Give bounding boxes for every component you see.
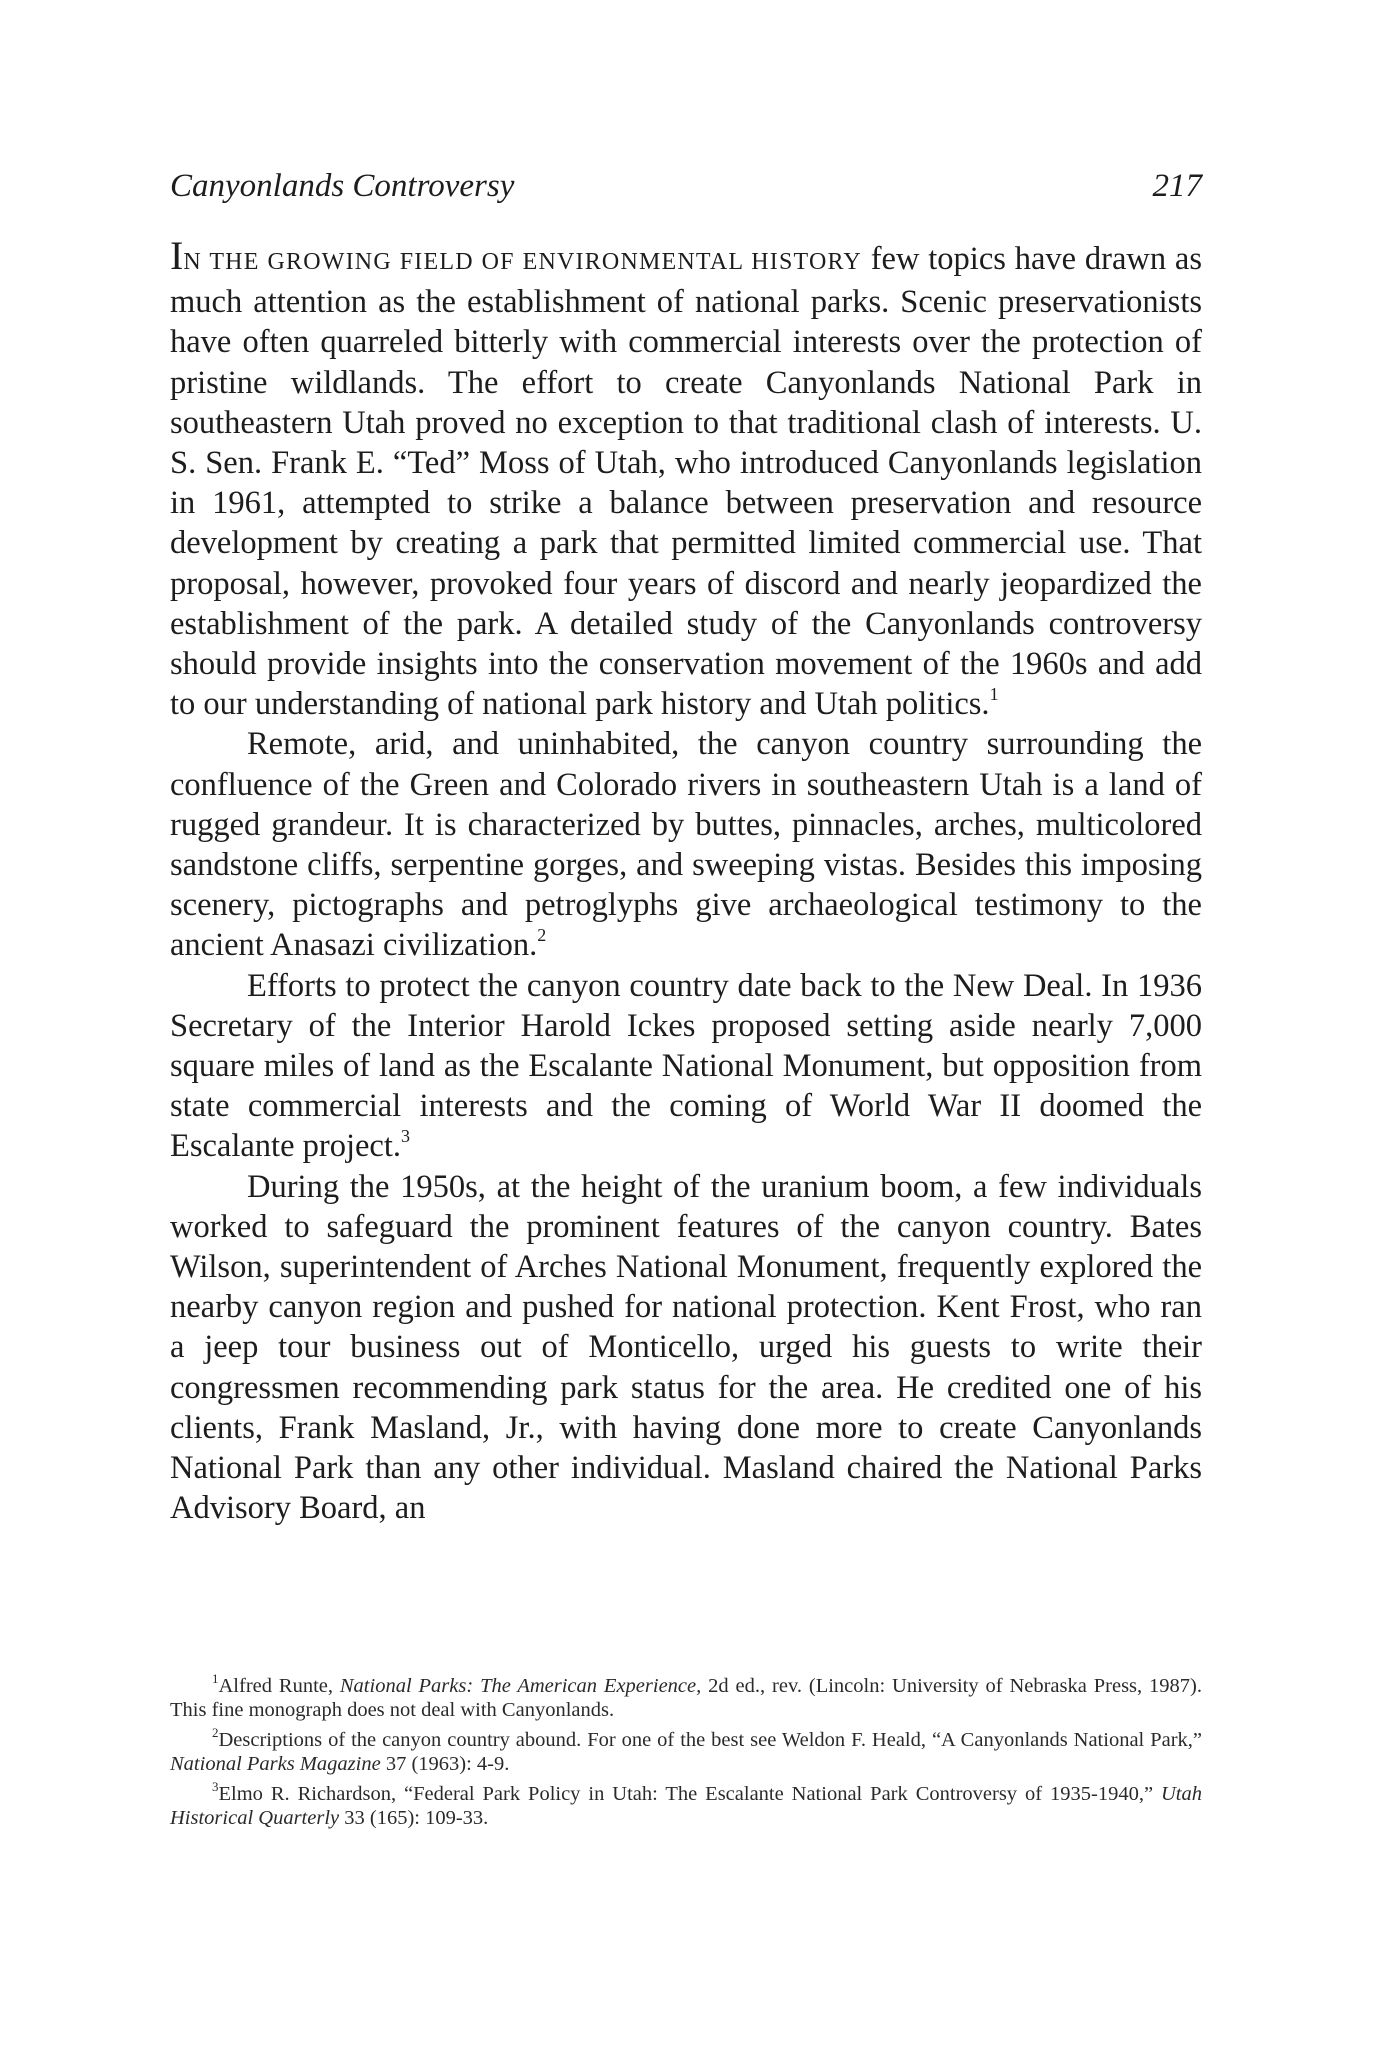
footnote-1-mark: 1 [212,1671,219,1686]
paragraph-2 [170,724,1202,965]
footnote-1-citation: 2d ed., rev. (Lincoln: University of Nebraska Press, 1987). This fine monograph does not deal with Canyonlands. [170,1675,1202,1721]
footnote-2 [170,1725,1202,1776]
paragraph-1 [170,233,1202,724]
footnote-3-title: Utah Historical Quarterly [170,1783,1202,1829]
drop-cap: I [170,233,184,278]
footnote-1-title: National Parks: The American Experience, [339,1675,702,1697]
page-number: 217 [1152,168,1202,204]
footnotes [170,1671,1202,1836]
opening-small-caps: N THE GROWING FIELD OF ENVIRONMENTAL HISTORY [183,249,862,275]
footnote-3-text: Elmo R. Richardson, “Federal Park Policy in Utah: The Escalante National Park Controversy of 1935-1940,” [218,1783,1161,1805]
footnote-3 [170,1779,1202,1830]
running-head-title: Canyonlands Controversy [170,168,515,204]
paragraph-1-text: few topics have drawn as much attention as the establishment of national parks. Scenic preservationists have often quarreled bitterly with commercial interests over the protection of pristine wildlands. The effort to create Canyonlands National Park in southeastern Utah proved no exception to that traditional clash of interests. U. S. Sen. Frank E. “Ted” Moss of Utah, who introduced Canyonlands legislation in 1961, attempted to strike a balance between preservation and resource development by creating a park that permitted limited commercial use. That proposal, however, provoked four years of discord and nearly jeopardized the establishment of the park. A detailed study of the Canyonlands controversy should provide insights into the conservation movement of the 1960s and add to our understanding of national park history and Utah politics. [170,241,1202,723]
paragraph-4 [170,1167,1202,1529]
footnote-2-text: Descriptions of the canyon country abound. For one of the best see Weldon F. Heald, “A Canyonlands National Park,” [218,1729,1202,1751]
body-text [170,233,1202,1529]
footnote-2-citation: 37 (1963): 4-9. [380,1753,510,1775]
paragraph-2-text: Remote, arid, and uninhabited, the canyon country surrounding the confluence of the Green and Colorado rivers in southeastern Utah is a land of rugged grandeur. It is characterized by buttes, pinnacles, arches, multicolored sandstone cliffs, serpentine gorges, and sweeping vistas. Besides this imposing scenery, pictographs and petroglyphs give archaeological testimony to the ancient Anasazi civilization. [170,726,1202,964]
footnote-ref-2: 2 [537,925,547,946]
footnote-ref-3: 3 [401,1126,410,1147]
footnote-3-mark: 3 [212,1779,219,1794]
paragraph-4-text: During the 1950s, at the height of the uranium boom, a few individuals worked to safeguard the prominent features of the canyon country. Bates Wilson, superintendent of Arches National Monument, frequently explored the nearby canyon region and pushed for national protection. Kent Frost, who ran a jeep tour business out of Monticello, urged his guests to write their congressmen recommending park status for the area. He credited one of his clients, Frank Masland, Jr., with having done more to create Canyonlands National Park than any other individual. Masland chaired the National Parks Advisory Board, an [170,1168,1202,1527]
footnote-2-title: National Parks Magazine [170,1753,381,1775]
footnote-1 [170,1671,1202,1722]
footnote-1-text: Alfred Runte, [218,1675,340,1697]
paragraph-3 [170,966,1202,1167]
footnote-3-citation: 33 (165): 109-33. [339,1807,489,1829]
running-head [170,168,1202,208]
footnote-ref-1: 1 [989,684,999,705]
footnote-2-mark: 2 [212,1725,219,1740]
paragraph-3-text: Efforts to protect the canyon country date back to the New Deal. In 1936 Secretary of the Interior Harold Ickes proposed setting aside nearly 7,000 square miles of land as the Escalante National Monument, but opposition from state commercial interests and the coming of World War II doomed the Escalante project. [170,967,1202,1165]
